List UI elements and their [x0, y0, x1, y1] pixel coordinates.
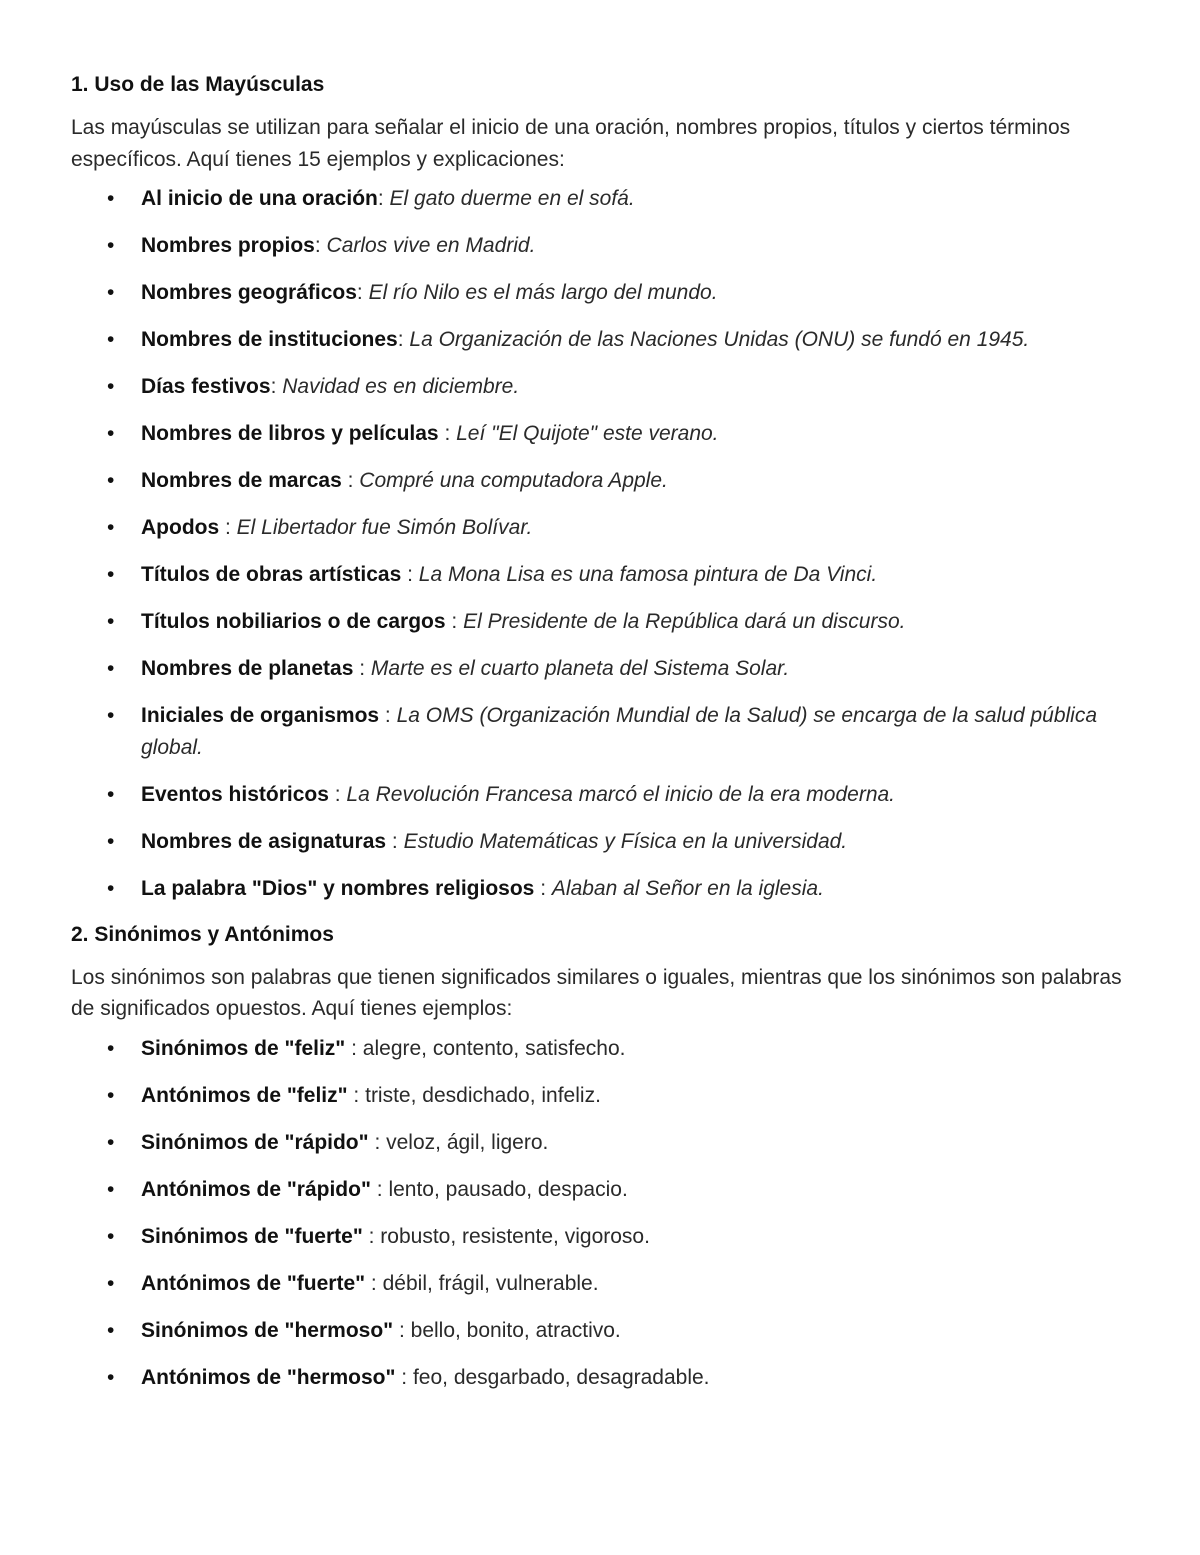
list-item	[71, 371, 1129, 403]
item-separator: :	[362, 1224, 381, 1248]
item-term: Sinónimos de "hermoso"	[141, 1318, 394, 1342]
list-item	[71, 606, 1129, 638]
list-item	[71, 826, 1129, 858]
section-heading: 2. Sinónimos y Antónimos	[71, 922, 334, 946]
item-words: débil, frágil, vulnerable.	[382, 1271, 599, 1295]
item-term: Antónimos de "rápido"	[141, 1177, 371, 1201]
item-separator: :	[328, 782, 347, 806]
list-item	[71, 779, 1129, 811]
item-separator: :	[347, 1083, 366, 1107]
item-example: El Presidente de la República dará un discurso.	[463, 610, 906, 633]
item-term: Nombres de marcas	[141, 469, 342, 492]
item-term: Nombres de instituciones	[141, 328, 398, 351]
item-term: Nombres de libros y películas	[141, 422, 439, 445]
item-separator: :	[314, 234, 327, 257]
section-mayusculas	[71, 70, 1129, 904]
bullet-icon: •	[107, 782, 115, 806]
item-separator: :	[219, 516, 237, 539]
item-term: Días festivos	[141, 375, 271, 398]
list-item	[71, 1033, 1129, 1065]
list-item	[71, 230, 1129, 262]
bullet-icon: •	[107, 422, 115, 445]
section-sinonimos-antonimos	[71, 920, 1129, 1394]
item-term: Antónimos de "hermoso"	[141, 1365, 396, 1389]
list-item	[71, 1315, 1129, 1347]
list-item	[71, 277, 1129, 309]
bullet-icon: •	[107, 563, 115, 586]
bullet-icon: •	[107, 829, 115, 853]
item-separator: :	[341, 469, 360, 492]
list-item	[71, 465, 1129, 497]
item-words: robusto, resistente, vigoroso.	[380, 1224, 650, 1248]
bullet-icon: •	[107, 1271, 115, 1295]
item-example: El Libertador fue Simón Bolívar.	[236, 516, 533, 539]
list-item	[71, 418, 1129, 450]
bullet-icon: •	[107, 657, 115, 680]
bullet-icon: •	[107, 1318, 115, 1342]
list-item	[71, 559, 1129, 591]
item-words: lento, pausado, despacio.	[388, 1177, 628, 1201]
list-item	[71, 1268, 1129, 1300]
word-pairs-list	[71, 1033, 1129, 1394]
item-example: Alaban al Señor en la iglesia.	[551, 876, 824, 900]
bullet-icon: •	[107, 1224, 115, 1248]
item-separator: :	[395, 1365, 413, 1389]
item-separator: :	[401, 563, 419, 586]
item-term: Iniciales de organismos	[141, 704, 380, 727]
item-example: Marte es el cuarto planeta del Sistema Solar.	[370, 657, 790, 680]
bullet-icon: •	[107, 876, 115, 900]
item-example: El río Nilo es el más largo del mundo.	[368, 281, 718, 304]
item-term: Sinónimos de "fuerte"	[141, 1224, 363, 1248]
item-term: Nombres geográficos	[141, 281, 357, 304]
bullet-icon: •	[107, 1036, 115, 1060]
item-separator: :	[438, 422, 457, 445]
document-page	[71, 70, 1129, 1409]
list-item	[71, 512, 1129, 544]
item-example: Estudio Matemáticas y Física en la universidad.	[403, 829, 848, 853]
item-separator: :	[270, 375, 283, 398]
list-item	[71, 324, 1129, 356]
item-separator: :	[353, 657, 371, 680]
bullet-icon: •	[107, 704, 115, 727]
bullet-icon: •	[107, 234, 115, 257]
item-words: alegre, contento, satisfecho.	[362, 1036, 626, 1060]
item-term: Al inicio de una oración	[141, 187, 378, 210]
item-term: Nombres de planetas	[141, 657, 354, 680]
item-separator: :	[445, 610, 464, 633]
item-example: La OMS (Organización Mundial de la Salud) se encarga de la salud pública global.	[141, 704, 1098, 759]
bullet-icon: •	[107, 1365, 115, 1389]
bullet-icon: •	[107, 187, 115, 210]
bullet-icon: •	[107, 375, 115, 398]
item-term: Títulos nobiliarios o de cargos	[141, 610, 446, 633]
item-term: Antónimos de "feliz"	[141, 1083, 348, 1107]
item-term: Nombres propios	[141, 234, 315, 257]
item-words: triste, desdichado, infeliz.	[365, 1083, 601, 1107]
item-separator: :	[393, 1318, 411, 1342]
bullet-icon: •	[107, 1177, 115, 1201]
item-term: Apodos	[141, 516, 220, 539]
item-separator: :	[379, 704, 397, 727]
item-example: La Revolución Francesa marcó el inicio de la era moderna.	[346, 782, 896, 806]
item-example: Navidad es en diciembre.	[282, 375, 520, 398]
item-term: Antónimos de "fuerte"	[141, 1271, 366, 1295]
item-example: Carlos vive en Madrid.	[326, 234, 536, 257]
section-intro: Los sinónimos son palabras que tienen significados similares o iguales, mientras que los sinónimos son palabras de significados opuestos. Aquí tienes ejemplos:	[71, 965, 1122, 1020]
list-item	[71, 1221, 1129, 1253]
item-example: La Mona Lisa es una famosa pintura de Da Vinci.	[418, 563, 878, 586]
item-example: La Organización de las Naciones Unidas (ONU) se fundó en 1945.	[409, 328, 1030, 351]
bullet-icon: •	[107, 1083, 115, 1107]
bullet-icon: •	[107, 516, 115, 539]
bullet-icon: •	[107, 1130, 115, 1154]
item-term: Nombres de asignaturas	[141, 829, 387, 853]
list-item	[71, 1174, 1129, 1206]
list-item	[71, 1080, 1129, 1112]
list-item	[71, 1127, 1129, 1159]
item-term: Sinónimos de "rápido"	[141, 1130, 369, 1154]
list-item	[71, 1362, 1129, 1394]
item-words: feo, desgarbado, desagradable.	[412, 1365, 710, 1389]
bullet-icon: •	[107, 469, 115, 492]
item-separator: :	[365, 1271, 383, 1295]
section-heading: 1. Uso de las Mayúsculas	[71, 73, 325, 96]
list-item	[71, 183, 1129, 215]
item-example: El gato duerme en el sofá.	[389, 187, 635, 210]
item-separator: :	[386, 829, 404, 853]
list-item	[71, 653, 1129, 685]
item-words: bello, bonito, atractivo.	[410, 1318, 621, 1342]
item-term: Eventos históricos	[141, 782, 329, 806]
item-separator: :	[345, 1036, 363, 1060]
item-separator: :	[368, 1130, 387, 1154]
list-item	[71, 873, 1129, 905]
bullet-icon: •	[107, 281, 115, 304]
item-separator: :	[356, 281, 369, 304]
examples-list	[71, 183, 1129, 904]
list-item	[71, 700, 1129, 763]
bullet-icon: •	[107, 328, 115, 351]
item-separator: :	[370, 1177, 389, 1201]
item-term: Sinónimos de "feliz"	[141, 1036, 346, 1060]
section-intro: Las mayúsculas se utilizan para señalar el inicio de una oración, nombres propios, títulos y ciertos términos específicos. Aquí tienes 15 ejemplos y explicaciones:	[71, 116, 1071, 171]
item-separator: :	[397, 328, 410, 351]
item-term: La palabra "Dios" y nombres religiosos	[141, 876, 535, 900]
item-example: Leí "El Quijote" este verano.	[456, 422, 719, 445]
item-example: Compré una computadora Apple.	[359, 469, 668, 492]
item-term: Títulos de obras artísticas	[141, 563, 402, 586]
item-separator: :	[377, 187, 390, 210]
item-separator: :	[534, 876, 552, 900]
bullet-icon: •	[107, 610, 115, 633]
item-words: veloz, ágil, ligero.	[386, 1130, 549, 1154]
